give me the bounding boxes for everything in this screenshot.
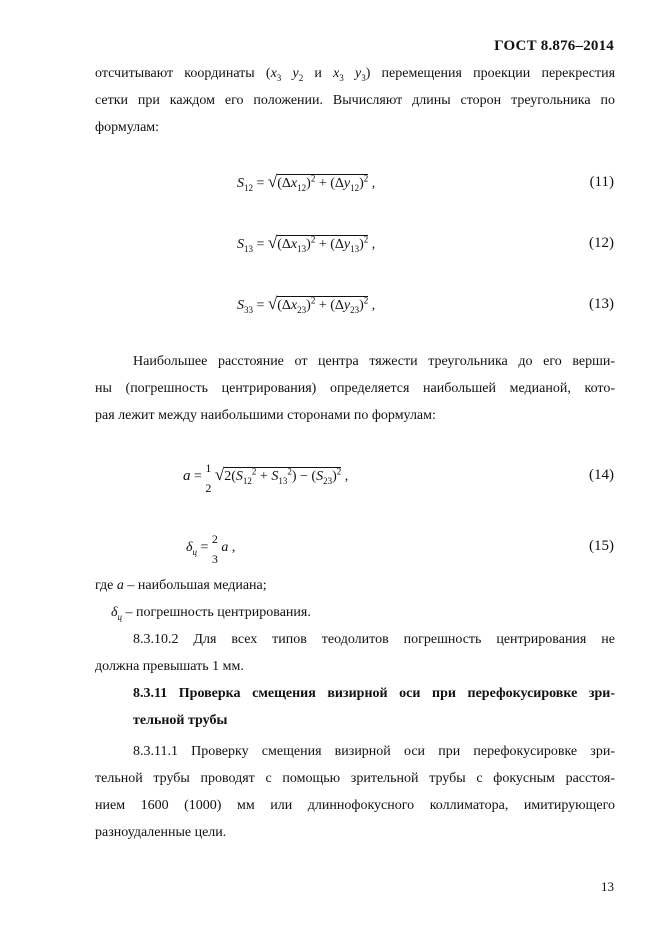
paragraph-median: [95, 348, 615, 429]
equation-14: a = 1 2 $√2(S_{12}^2 + S_{13}^2) - (S_{23})^2$ ,: [183, 461, 349, 495]
equation-12: $S_{13} = √(\Delta x_{13})^2 + (\Delta y_{13})^2$ ,: [237, 233, 376, 254]
paragraph-median-line-3: рая лежит между наибольшими сторонами по формулам:: [95, 408, 436, 423]
equation-11: $S_{12} = √(\Delta x_{12})^2 + (\Delta y_{12})^2$ ,: [237, 172, 376, 193]
legend-block: [95, 572, 615, 631]
paragraph-8-3-11-1-line-1: 8.3.11.1 Проверку смещения визирной оси при перефокусировке зри-: [133, 744, 615, 759]
intro-line-3: формулам:: [95, 120, 160, 135]
intro-line-2: сетки при каждом его положении. Вычисляют длины сторон треугольника по: [95, 93, 615, 108]
paragraph-8-3-11-1-line-4: разноудаленные цели.: [95, 825, 227, 840]
section-heading-8-3-11: [95, 680, 615, 734]
equation-15-number: (15): [589, 538, 614, 554]
intro-paragraph: [95, 60, 615, 141]
section-heading-line-2: тельной трубы: [133, 713, 228, 728]
legend-line-median: где a – наибольшая медиана;: [95, 578, 267, 593]
paragraph-median-line-1: Наибольшее расстояние от центра тяжести треугольника до его верши-: [133, 354, 615, 369]
equation-15: $\delta_ц$ = 2 3 a ,: [186, 532, 236, 566]
paragraph-8-3-10-2-line-1: 8.3.10.2 Для всех типов теодолитов погрешность центрирования не: [133, 632, 615, 647]
intro-line-1: отсчитывают координаты ($x_3$ $y_2$ и $x_3$ $y_3$) перемещения проекции перекрестия: [95, 66, 615, 83]
equation-12-number: (12): [589, 235, 614, 251]
paragraph-8-3-11-1: [95, 738, 615, 846]
equation-14-number: (14): [589, 467, 614, 483]
paragraph-8-3-10-2-line-2: должна превышать 1 мм.: [95, 659, 244, 674]
paragraph-8-3-11-1-line-3: нием 1600 (1000) мм или длиннофокусного коллиматора, имитирующего: [95, 798, 615, 813]
equation-13: $S_{33} = √(\Delta x_{23})^2 + (\Delta y_{23})^2$ ,: [237, 294, 376, 315]
paragraph-8-3-10-2: [95, 626, 615, 680]
legend-line-delta: $\delta_ц$ – погрешность центрирования.: [111, 605, 311, 622]
page-number: 13: [601, 879, 614, 894]
equation-11-number: (11): [589, 174, 614, 190]
document-header: ГОСТ 8.876–2014: [494, 38, 614, 54]
paragraph-8-3-11-1-line-2: тельной трубы проводят с помощью зрительной трубы с фокусным расстоя-: [95, 771, 615, 786]
paragraph-median-line-2: ны (погрешность центрирования) определяется наибольшей медианой, кото-: [95, 381, 615, 396]
equation-13-number: (13): [589, 296, 614, 312]
section-heading-line-1: 8.3.11 Проверка смещения визирной оси при перефокусировке зри-: [133, 686, 615, 701]
